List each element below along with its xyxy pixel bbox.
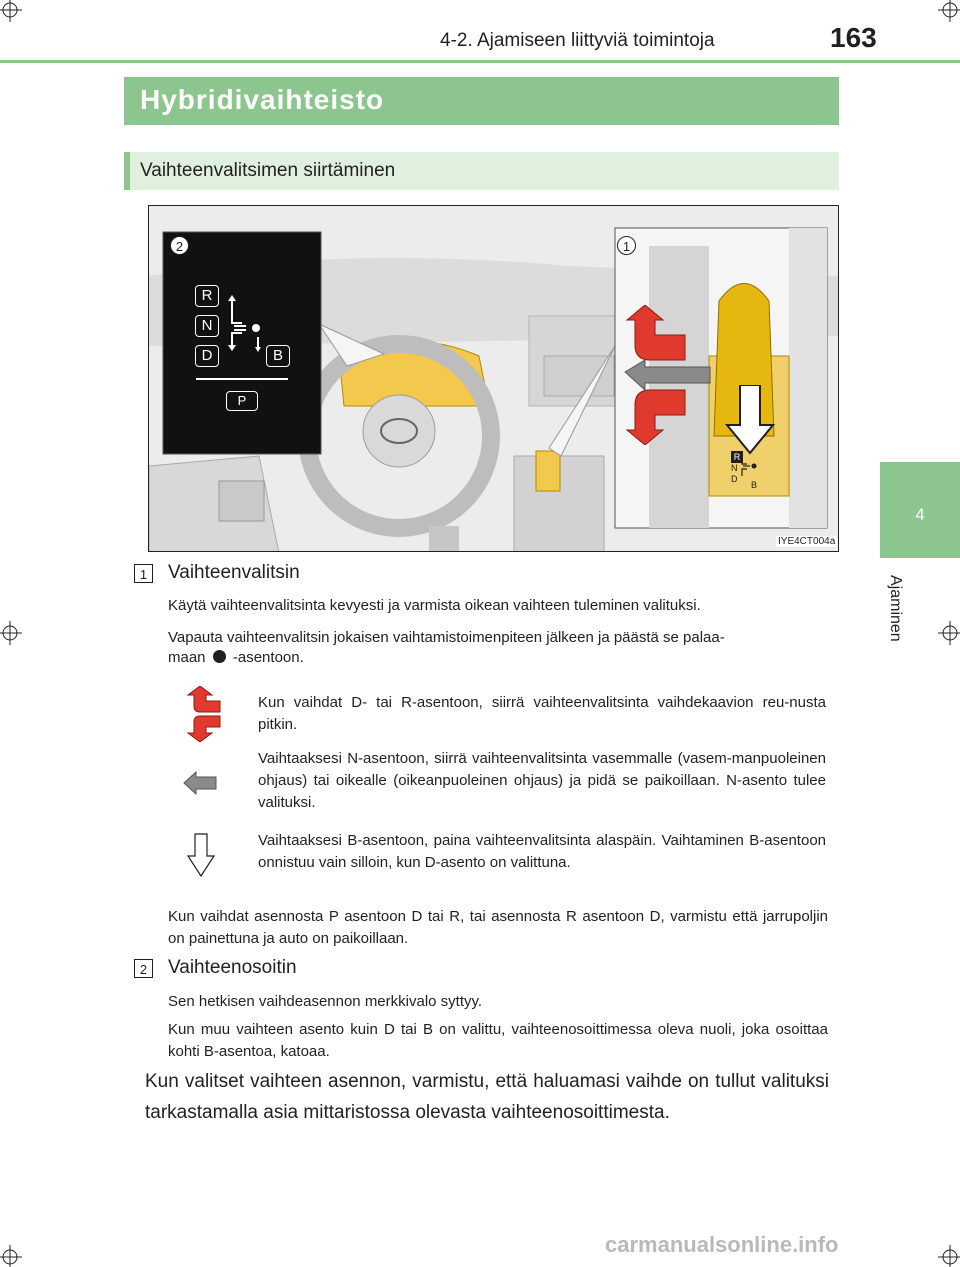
item-1-title: Vaihteenvalitsin [168, 562, 300, 583]
callout-2: 2 [170, 236, 189, 255]
indicator-r: R [195, 285, 219, 307]
plate-shift-path-icon [740, 454, 760, 482]
item-1-para-2-line-1: Vapauta vaihteenvalitsin jokaisen vaihtamistoimenpiteen jälkeen ja päästä se palaa- [168, 629, 725, 646]
callout-1: 1 [617, 236, 636, 255]
plate-n: N [731, 463, 738, 473]
neutral-dot-icon [213, 650, 226, 663]
red-updown-arrow-icon [182, 686, 222, 742]
instruction-2-text: Vaihtaaksesi N-asentoon, siirrä vaihteenvalitsinta vasemmalle (vasem-manpuoleinen ohjaus) tai oikealle (oikeanpuoleinen ohjaus) ja pidä se paikoillaan. N-asento tulee valituksi. [258, 750, 826, 811]
instruction-1-text: Kun vaihdat D- tai R-asentoon, siirrä vaihteenvalitsinta vaihdekaavion reu-nusta pitkin. [258, 694, 826, 733]
indicator-divider [196, 378, 288, 380]
page-title: Hybridivaihteisto [140, 84, 385, 115]
plate-b: B [751, 480, 758, 490]
indicator-p: P [226, 391, 258, 411]
item-2-para-2: Kun muu vaihteen asento kuin D tai B on valittu, vaihteenosoittimessa oleva nuoli, joka osoittaa kohti B-asentoa, katoaa. [168, 1021, 828, 1060]
plate-r: R [731, 451, 743, 463]
item-1-para-2-maan: maan [168, 649, 206, 666]
item-1-para-2-asentoon: -asentoon. [232, 649, 304, 666]
subtitle: Vaihteenvalitsimen siirtäminen [140, 160, 396, 181]
item-2-number: 2 [134, 959, 153, 978]
chapter-number: 4 [915, 505, 925, 524]
warning-note: Kun vaihdat asennosta P asentoon D tai R, tai asennosta R asentoon D, varmistu että jarrupoljin on painettuna ja auto on paikoillaan. [168, 908, 828, 947]
footer-watermark: carmanualsonline.info [605, 1232, 839, 1257]
plate-d: D [731, 474, 738, 484]
white-down-arrow-icon [186, 832, 216, 878]
item-1-para-2-line-2 [168, 647, 304, 669]
item-1-para-1: Käytä vaihteenvalitsinta kevyesti ja varmista oikean vaihteen tuleminen valituksi. [168, 597, 701, 614]
chapter-label-wrap [880, 575, 906, 655]
zoom-down-arrow-icon [725, 385, 775, 455]
instruction-3-text: Vaihtaaksesi B-asentoon, paina vaihteenvalitsinta alaspäin. Vaihtaminen B-asentoon onnistuu vain silloin, kun D-asento on valittuna. [258, 832, 826, 871]
item-2-title: Vaihteenosoitin [168, 957, 297, 978]
indicator-shift-path-icon [224, 295, 264, 355]
item-2-para-1: Sen hetkisen vaihdeasennon merkkivalo syttyy. [168, 993, 483, 1010]
indicator-b: B [266, 345, 290, 367]
indicator-n: N [195, 315, 219, 337]
header-section-title: 4-2. Ajamiseen liittyviä toimintoja [440, 30, 715, 51]
figure-code: IYE4CT004a [778, 536, 836, 547]
indicator-d: D [195, 345, 219, 367]
gray-left-arrow-icon [182, 770, 218, 796]
item-1-number: 1 [134, 564, 153, 583]
zoom-arrows-icon [615, 305, 715, 445]
chapter-label: Ajaminen [887, 575, 904, 642]
final-note: Kun valitset vaihteen asennon, varmistu, että haluamasi vaihde on tullut valituksi tarkastamalla asia mittaristossa olevasta vaihteenosoittimesta. [145, 1071, 829, 1123]
page-number: 163 [830, 22, 877, 53]
header-rule [0, 60, 960, 63]
